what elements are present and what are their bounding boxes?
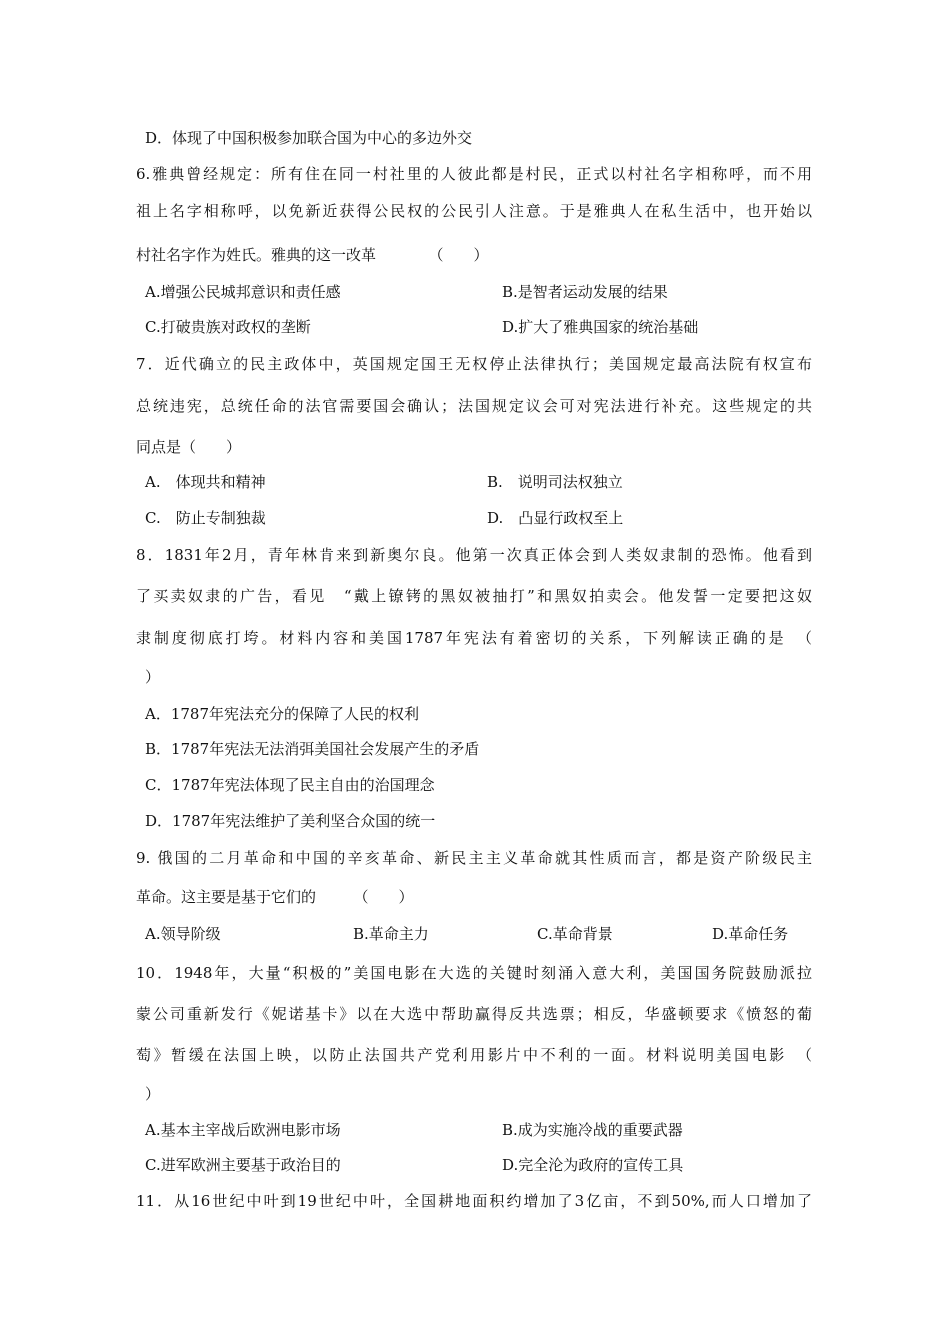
q7-stem-line-2: 总统违宪，总统任命的法官需要国会确认；法国规定议会可对宪法进行补充。这些规定的共 [136,397,812,415]
q9-option-c: C.革命背景 [537,925,613,943]
q6-option-b: B.是智者运动发展的结果 [502,283,668,301]
q10-stem-line-4: ） [145,1085,161,1103]
q7-option-b: B. 说明司法权独立 [487,473,623,491]
q10-stem-line-1: 10．1948年，大量“积极的”美国电影在大选的关键时刻涌入意大利，美国国务院鼓励派拉 [136,964,812,982]
q7-option-c: C. 防止专制独裁 [145,509,266,527]
q8-stem-line-4: ） [145,668,161,686]
q8-option-c: C．1787年宪法体现了民主自由的治国理念 [145,776,435,794]
q8-stem-line-1: 8．1831年2月，青年林肯来到新奥尔良。他第一次真正体会到人类奴隶制的恐怖。他看到 [136,546,812,564]
q8-option-b: B．1787年宪法无法消弭美国社会发展产生的矛盾 [145,740,480,758]
q7-stem-line-3: 同点是（ ） [136,438,242,456]
q10-option-a: A.基本主宰战后欧洲电影市场 [145,1121,341,1139]
q9-option-a: A.领导阶级 [145,925,221,943]
q10-option-b: B.成为实施冷战的重要武器 [502,1121,683,1139]
q7-option-d: D. 凸显行政权至上 [487,509,624,527]
q9-option-d: D.革命任务 [712,925,789,943]
q11-stem-line-1: 11．从16世纪中叶到19世纪中叶，全国耕地面积约增加了3亿亩，不到50%,而人口增加了 [136,1192,812,1210]
q6-stem-line-1: 6.雅典曾经规定：所有住在同一村社里的人彼此都是村民，正式以村社名字相称呼，而不用 [136,165,812,183]
q10-option-d: D.完全沦为政府的宣传工具 [502,1156,684,1174]
q7-option-a: A. 体现共和精神 [145,473,266,491]
q6-stem-line-3: 村社名字作为姓氏。雅典的这一改革 （ ） [136,246,489,264]
q9-option-b: B.革命主力 [353,925,429,943]
q10-option-c: C.进军欧洲主要基于政治目的 [145,1156,341,1174]
q9-stem-line-1: 9. 俄国的二月革命和中国的辛亥革命、新民主主义革命就其性质而言，都是资产阶级民主 [136,849,812,867]
q6-stem-line-2: 祖上名字相称呼，以免新近获得公民权的公民引人注意。于是雅典人在私生活中，也开始以 [136,202,812,220]
q8-option-d: D．1787年宪法维护了美利坚合众国的统一 [145,812,436,830]
q6-option-d: D.扩大了雅典国家的统治基础 [502,318,699,336]
q8-option-a: A．1787年宪法充分的保障了人民的权利 [145,705,420,723]
q9-stem-line-2: 革命。这主要是基于它们的 （ ） [136,888,414,906]
q6-option-c: C.打破贵族对政权的垄断 [145,318,311,336]
q8-stem-line-3: 隶制度彻底打垮。材料内容和美国1787年宪法有着密切的关系，下列解读正确的是 （ [136,629,812,647]
q8-stem-line-2: 了买卖奴隶的广告，看见 “戴上镣铐的黑奴被抽打”和黑奴拍卖会。他发誓一定要把这奴 [136,587,812,605]
q10-stem-line-3: 萄》暂缓在法国上映，以防止法国共产党利用影片中不利的一面。材料说明美国电影 （ [136,1046,812,1064]
q6-option-a: A.增强公民城邦意识和责任感 [145,283,341,301]
q7-stem-line-1: 7．近代确立的民主政体中，英国规定国王无权停止法律执行；美国规定最高法院有权宣布 [136,355,812,373]
q10-stem-line-2: 蒙公司重新发行《妮诺基卡》以在大选中帮助赢得反共选票；相反，华盛顿要求《愤怒的葡 [136,1005,812,1023]
q5-option-d: D．体现了中国积极参加联合国为中心的多边外交 [145,129,473,147]
